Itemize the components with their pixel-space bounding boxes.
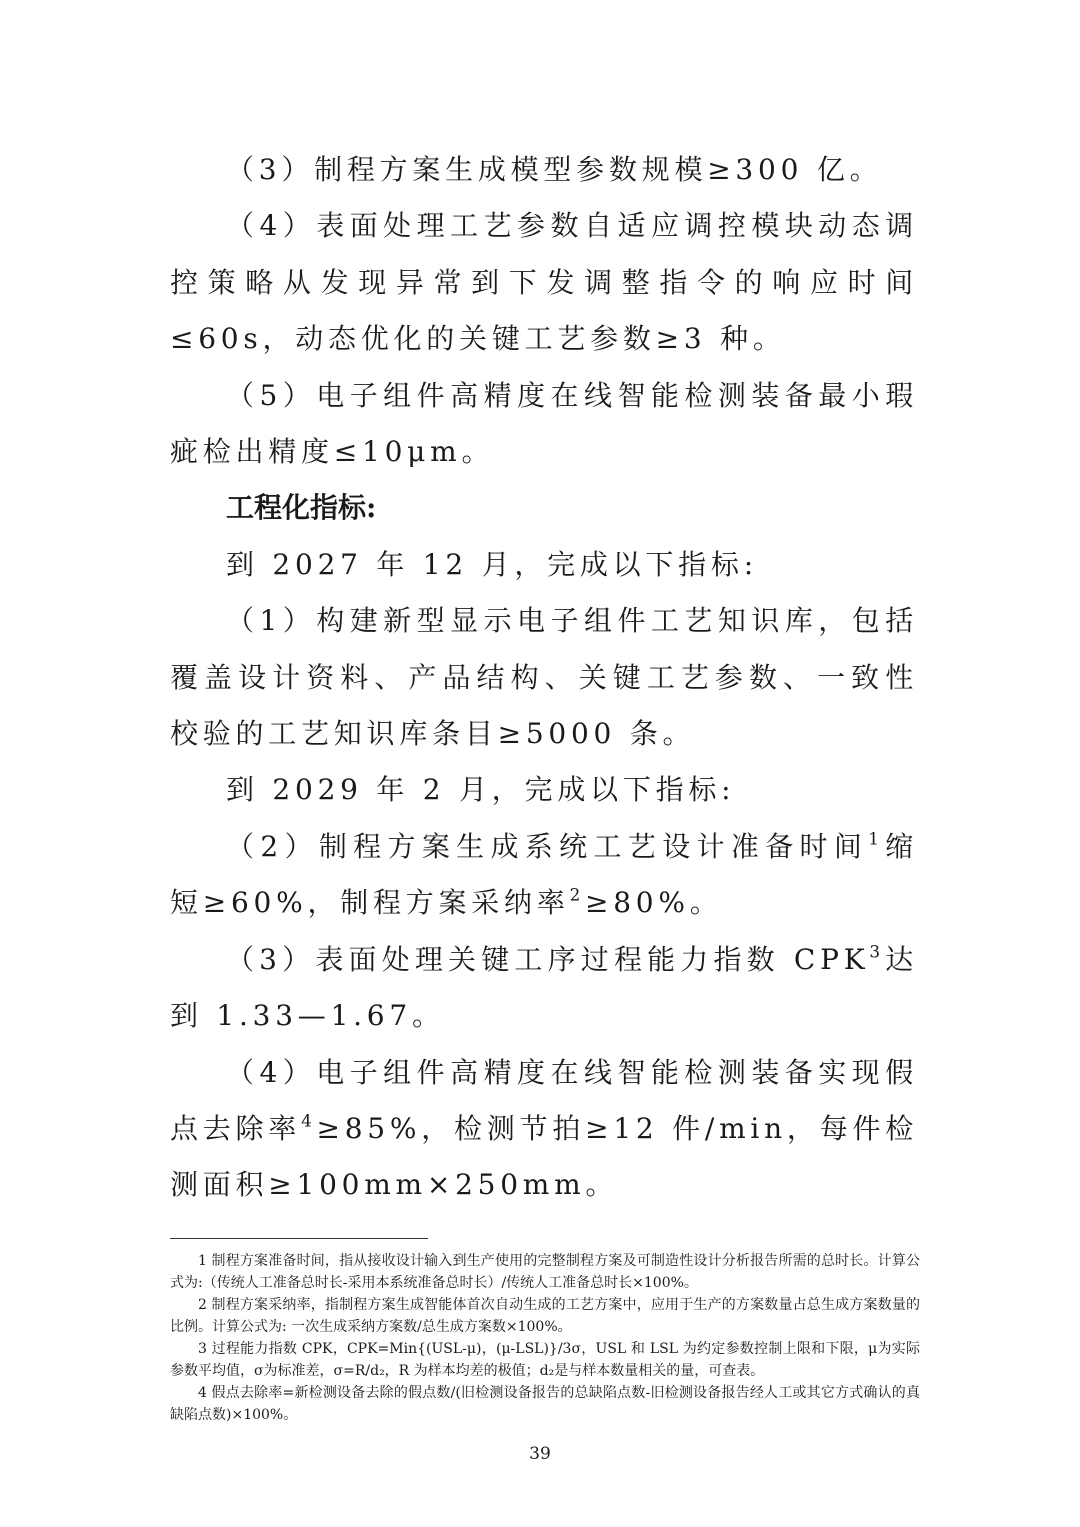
footnote-1: 1 制程方案准备时间，指从接收设计输入到生产使用的完整制程方案及可制造性设计分析报告所需的总时长。计算公式为:（传统人工准备总时长-采用本系统准备总时长）/传统人工准备总时长×100%。: [170, 1253, 920, 1291]
footnote-ref-2: 2: [569, 884, 586, 905]
page-number: 39: [529, 1444, 551, 1464]
paragraph-item-4-response-time: （4）表面处理工艺参数自适应调控模块动态调控策略从发现异常到下发调整指令的响应时间≤60s，动态优化的关键工艺参数≥3 种。: [170, 209, 918, 356]
paragraph-knowledge-base: （1）构建新型显示电子组件工艺知识库，包括覆盖设计资料、产品结构、关键工艺参数、一致性校验的工艺知识库条目≥5000 条。: [170, 604, 918, 751]
footnote-4: 4 假点去除率=新检测设备去除的假点数/(旧检测设备报告的总缺陷点数-旧检测设备报告经人工或其它方式确认的真缺陷点数)×100%。: [170, 1385, 920, 1423]
footnote-divider: [170, 1238, 428, 1239]
paragraph-item-5-detection-precision: （5）电子组件高精度在线智能检测装备最小瑕疵检出精度≤10μm。: [170, 378, 918, 469]
paragraph-deadline-2029: 到 2029 年 2 月，完成以下指标:: [226, 773, 736, 807]
paragraph-deadline-2027: 到 2027 年 12 月，完成以下指标:: [226, 547, 758, 581]
paragraph-cpk: （3）表面处理关键工序过程能力指数 CPK$^3$达到 1.33—1.67。: [170, 940, 919, 1033]
footnote-2: 2 制程方案采纳率，指制程方案生成智能体首次自动生成的工艺方案中，应用于生产的方案数量占总生成方案数量的比例。计算公式为: 一次生成采纳方案数/总生成方案数×100%。: [170, 1297, 920, 1335]
paragraph-item-3-model-scale: （3）制程方案生成模型参数规模≥300 亿。: [226, 153, 883, 186]
section-heading: 工程化指标:: [226, 491, 377, 525]
paragraph-prep-time: （2）制程方案生成系统工艺设计准备时间$^1$缩短≥60%，制程方案采纳率$^2$≥80%。: [170, 828, 918, 920]
footnote-ref-3: 3: [869, 940, 885, 961]
footnote-3: 3 过程能力指数 CPK，CPK=Min{(USL-μ)，(μ-LSL)}/3σ，USL 和 LSL 为约定参数控制上限和下限，μ为实际参数平均值，σ为标准差，σ=R/d₂，R 为样本均差的极值；d₂是与样本数量相关的量，可查表。: [170, 1341, 920, 1379]
footnotes: [170, 1250, 920, 1426]
paragraph-false-point-removal: （4）电子组件高精度在线智能检测装备实现假点去除率$^4$≥85%，检测节拍≥12 件/min，每件检测面积≥100mm×250mm。: [170, 1055, 918, 1202]
footnote-ref-4: 4: [301, 1110, 317, 1131]
body-text: [170, 142, 918, 1214]
footnote-ref-1: 1: [868, 828, 884, 849]
